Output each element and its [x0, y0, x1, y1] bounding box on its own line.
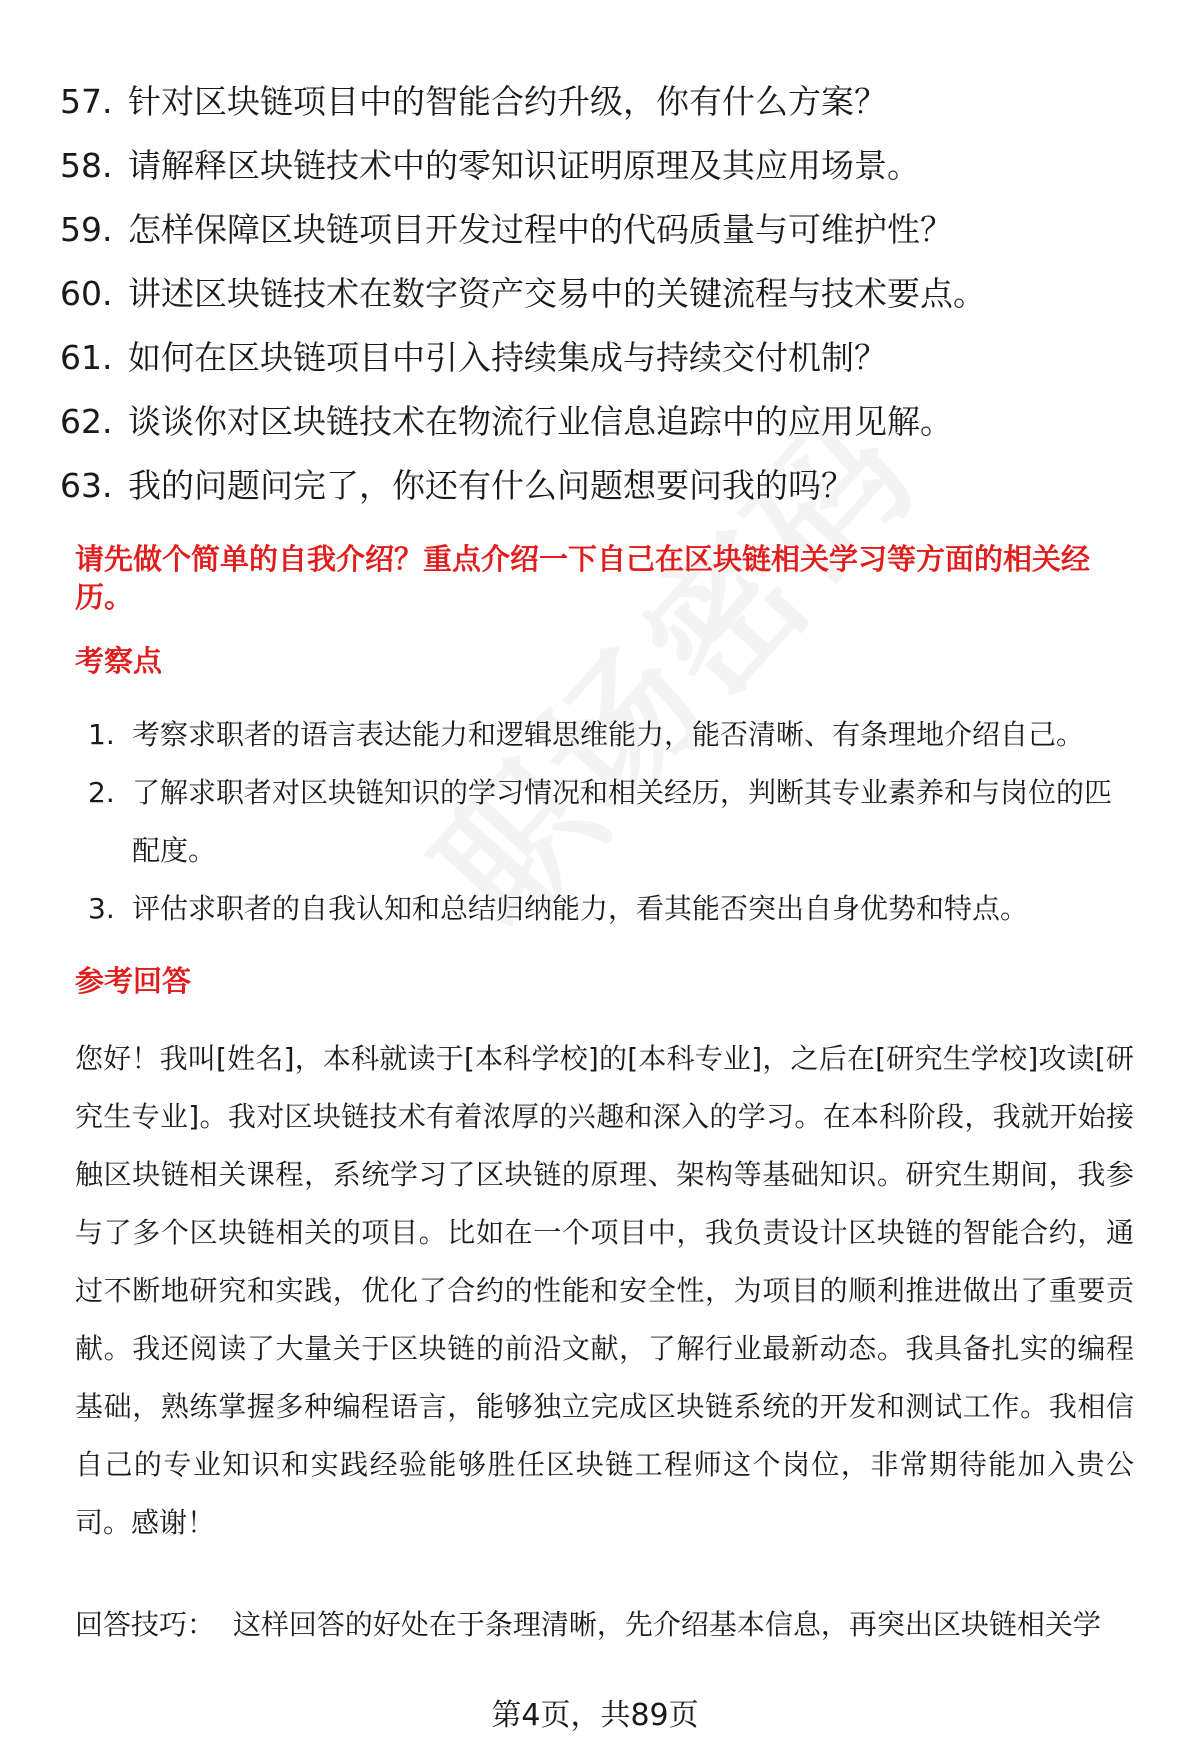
question-number: 60.	[60, 274, 113, 313]
question-text: 谈谈你对区块链技术在物流行业信息追踪中的应用见解。	[128, 402, 953, 441]
question-number: 62.	[60, 402, 113, 441]
reference-answer-text: 您好！我叫[姓名]，本科就读于[本科学校]的[本科专业]，之后在[研究生学校]攻读[研究生专业]。我对区块链技术有着浓厚的兴趣和深入的学习。在本科阶段，我就开始接触区块链相关课程，系统学习了区块链的原理、架构等基础知识。研究生期间，我参与了多个区块链相关的项目。比如在一个项目中，我负责设计区块链的智能合约，通过不断地研究和实践，优化了合约的性能和安全性，为项目的顺利推进做出了重要贡献。我还阅读了大量关于区块链的前沿文献，了解行业最新动态。我具备扎实的编程基础，熟练掌握多种编程语言，能够独立完成区块链系统的开发和测试工作。我相信自己的专业知识和实践经验能够胜任区块链工程师这个岗位，非常期待能加入贵公司。感谢！	[75, 1042, 1134, 1539]
question-text: 请解释区块链技术中的零知识证明原理及其应用场景。	[128, 146, 920, 185]
question-text: 针对区块链项目中的智能合约升级，你有什么方案？	[128, 82, 887, 121]
document-page	[60, 70, 1140, 1654]
answer-tip	[75, 1596, 1140, 1654]
tip-text: 这样回答的好处在于条理清晰，先介绍基本信息，再突出区块链相关学	[232, 1608, 1101, 1641]
main-question-heading: 请先做个简单的自我介绍？重点介绍一下自己在区块链相关学习等方面的相关经历。	[75, 542, 1091, 614]
question-text: 怎样保障区块链项目开发过程中的代码质量与可维护性？	[128, 210, 953, 249]
question-item	[60, 198, 1140, 262]
assessment-point	[88, 706, 1140, 764]
question-item	[60, 390, 1140, 454]
assessment-point	[88, 880, 1140, 938]
assessment-points-heading: 考察点	[75, 644, 163, 678]
question-item	[60, 262, 1140, 326]
question-item	[60, 326, 1140, 390]
point-text: 了解求职者对区块链知识的学习情况和相关经历，判断其专业素养和与岗位的匹配度。	[132, 776, 1113, 867]
question-text: 我的问题问完了，你还有什么问题想要问我的吗？	[128, 466, 854, 505]
reference-answer-heading: 参考回答	[75, 964, 192, 998]
question-text: 如何在区块链项目中引入持续集成与持续交付机制？	[128, 338, 887, 377]
question-item	[60, 454, 1140, 518]
point-number: 1.	[88, 718, 115, 751]
assessment-points-list	[60, 706, 1140, 938]
question-item	[60, 134, 1140, 198]
point-text: 评估求职者的自我认知和总结归纳能力，看其能否突出自身优势和特点。	[132, 892, 1029, 925]
question-list	[60, 70, 1140, 518]
question-number: 57.	[60, 82, 113, 121]
question-number: 61.	[60, 338, 113, 377]
page-footer: 第4页，共89页	[491, 1698, 699, 1733]
point-number: 2.	[88, 776, 115, 809]
point-number: 3.	[88, 892, 115, 925]
question-item	[60, 70, 1140, 134]
point-text: 考察求职者的语言表达能力和逻辑思维能力，能否清晰、有条理地介绍自己。	[132, 718, 1085, 751]
question-text: 讲述区块链技术在数字资产交易中的关键流程与技术要点。	[128, 274, 986, 313]
question-number: 58.	[60, 146, 113, 185]
tip-label: 回答技巧：	[75, 1608, 216, 1641]
question-number: 63.	[60, 466, 113, 505]
assessment-point	[88, 764, 1140, 880]
question-number: 59.	[60, 210, 113, 249]
